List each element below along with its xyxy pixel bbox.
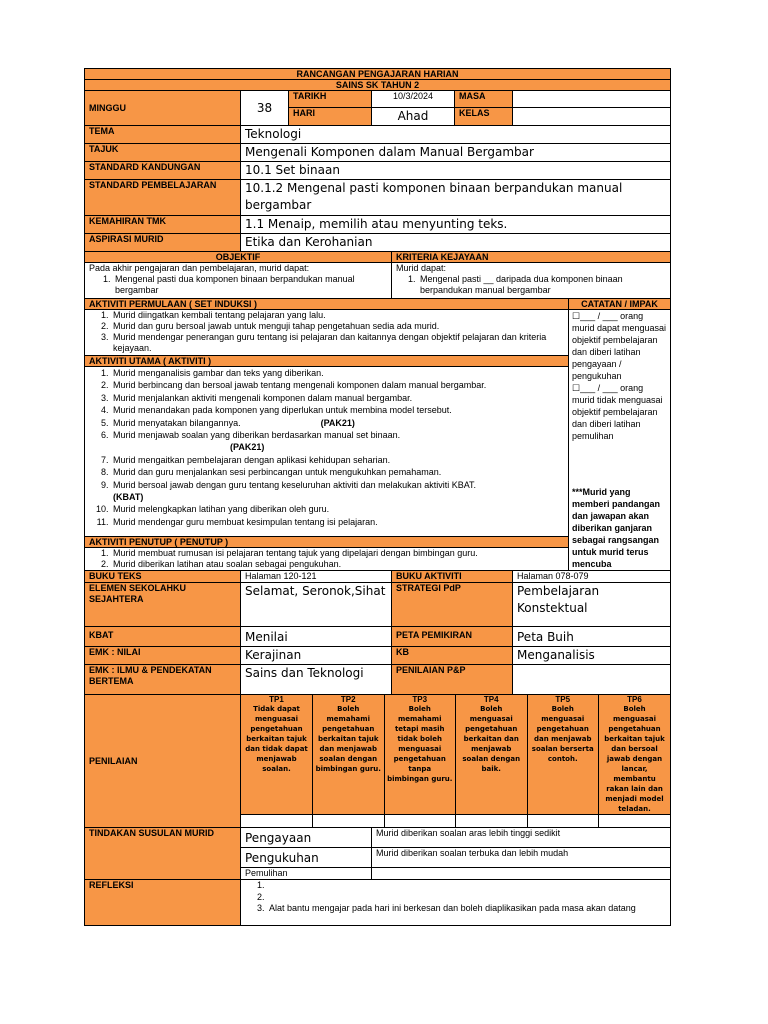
lesson-plan-document bbox=[84, 68, 670, 926]
utama-item: 7. Murid mengaitkan pembelajaran dengan aplikasi kehidupan seharian. bbox=[111, 454, 564, 466]
penilaian-pp-label: PENILAIAN P&P bbox=[392, 665, 513, 695]
permulaan-header: AKTIVITI PERMULAAN ( SET INDUKSI ) bbox=[85, 299, 569, 310]
catatan-cell bbox=[569, 310, 671, 571]
kb-label: KB bbox=[392, 647, 513, 665]
peta-pemikiran-value[interactable]: Peta Buih bbox=[513, 627, 671, 647]
minggu-label: MINGGU bbox=[85, 91, 241, 126]
tajuk-value[interactable]: Mengenali Komponen dalam Manual Bergambar bbox=[241, 144, 671, 162]
kriteria-intro: Murid dapat: bbox=[396, 263, 447, 273]
penilaian-levels-table bbox=[241, 695, 670, 814]
kemahiran-tmk-label: KEMAHIRAN TMK bbox=[85, 216, 241, 234]
pengukuhan-label: Pengukuhan bbox=[241, 848, 372, 868]
tp5-cell bbox=[527, 695, 599, 814]
utama-header: AKTIVITI UTAMA ( AKTIVITI ) bbox=[85, 356, 569, 367]
tarikh-label: TARIKH bbox=[289, 91, 372, 108]
emk-ilmu-label: EMK : ILMU & PENDEKATAN BERTEMA bbox=[85, 665, 241, 695]
utama-item: Murid bersoal jawab dengan guru tentang keseluruhan aktiviti dan melakukan aktiviti KBAT. bbox=[113, 479, 477, 490]
utama-item: 4. Murid menandakan pada komponen yang diperlukan untuk membina model tersebut. bbox=[111, 404, 564, 416]
permulaan-item: 1. Murid diingatkan kembali tentang pelajaran yang lalu. bbox=[111, 310, 564, 321]
tp4-check[interactable] bbox=[456, 815, 528, 827]
pengayaan-desc[interactable]: Murid diberikan soalan aras lebih tinggi sedikit bbox=[372, 828, 671, 848]
objektif-intro: Pada akhir pengajaran dan pembelajaran, murid dapat: bbox=[89, 263, 310, 273]
permulaan-cell bbox=[85, 310, 569, 356]
refleksi-cell bbox=[241, 880, 671, 926]
penilaian-levels-cell bbox=[241, 695, 671, 815]
pemulihan-label: Pemulihan bbox=[241, 868, 372, 880]
tp3-title: TP3 bbox=[412, 695, 428, 704]
tp5-check[interactable] bbox=[527, 815, 599, 827]
tp5-desc: Boleh menguasai pengetahuan dan menjawab soalan berserta contoh. bbox=[531, 705, 594, 763]
utama-item: 11. Murid mendengar guru membuat kesimpulan tentang isi pelajaran. bbox=[111, 516, 564, 528]
emk-nilai-value[interactable]: Kerajinan bbox=[241, 647, 392, 665]
tp5-title: TP5 bbox=[555, 695, 571, 704]
tindakan-label: TINDAKAN SUSULAN MURID bbox=[85, 828, 241, 880]
catatan-tidak-menguasai: ☐___ / ___ orang murid tidak menguasai objektif pembelajaran dan diberi latihan pemulihan bbox=[572, 383, 663, 441]
tp4-cell bbox=[456, 695, 528, 814]
penilaian-checkbox-table bbox=[241, 815, 670, 827]
kelas-value[interactable] bbox=[513, 108, 671, 126]
tp6-check[interactable] bbox=[599, 815, 671, 827]
penilaian-label: PENILAIAN bbox=[85, 695, 241, 828]
utama-item: 3. Murid menjalankan aktiviti mengenali komponen dalam manual bergambar. bbox=[111, 392, 564, 404]
kriteria-header: KRITERIA KEJAYAAN bbox=[392, 252, 671, 263]
utama-item: 1. Murid menganalisis gambar dan teks yang diberikan. bbox=[111, 367, 564, 379]
pak21-tag: (PAK21) bbox=[320, 417, 355, 428]
masa-value[interactable] bbox=[513, 91, 671, 108]
standard-kandungan-label: STANDARD KANDUNGAN bbox=[85, 162, 241, 180]
penutup-item: 2. Murid diberikan latihan atau soalan sebagai pengukuhan. bbox=[111, 559, 564, 570]
masa-label: MASA bbox=[455, 91, 513, 108]
kemahiran-tmk-value[interactable]: 1.1 Menaip, memilih atau menyunting teks. bbox=[241, 216, 671, 234]
buku-teks-value[interactable]: Halaman 120-121 bbox=[241, 571, 392, 583]
tp1-check[interactable] bbox=[241, 815, 313, 827]
tp3-desc: Boleh memahami tetapi masih tidak boleh menguasai pengetahuan tanpa bimbingan guru. bbox=[387, 705, 453, 783]
hari-label: HARI bbox=[289, 108, 372, 126]
document-title: RANCANGAN PENGAJARAN HARIAN bbox=[85, 69, 671, 80]
tp6-cell bbox=[599, 695, 671, 814]
standard-pembelajaran-value[interactable]: 10.1.2 Mengenal pasti komponen binaan berpandukan manual bergambar bbox=[241, 180, 671, 216]
peta-pemikiran-label: PETA PEMIKIRAN bbox=[392, 627, 513, 647]
tp6-title: TP6 bbox=[627, 695, 642, 704]
refleksi-item[interactable] bbox=[267, 880, 666, 892]
tp1-cell bbox=[241, 695, 313, 814]
kb-value[interactable]: Menganalisis bbox=[513, 647, 671, 665]
elemen-sejahtera-value[interactable]: Selamat, Seronok,Sihat bbox=[241, 583, 392, 627]
catatan-ganjaran: ***Murid yang memberi pandangan dan jawapan akan diberikan ganjaran sebagai rangsangan untuk murid terus mencuba bbox=[572, 487, 661, 569]
emk-nilai-label: EMK : NILAI bbox=[85, 647, 241, 665]
strategi-label: STRATEGI PdP bbox=[392, 583, 513, 627]
permulaan-item: 3. Murid mendengar penerangan guru tentang isi pelajaran dan kaitannya dengan objektif pelajaran dan kriteria kejayaan. bbox=[111, 332, 564, 354]
kbat-value[interactable]: Menilai bbox=[241, 627, 392, 647]
tp2-check[interactable] bbox=[313, 815, 385, 827]
tp4-desc: Boleh menguasai pengetahuan berkaitan dan menjawab soalan dengan baik. bbox=[462, 705, 521, 773]
kelas-label: KELAS bbox=[455, 108, 513, 126]
utama-cell bbox=[85, 367, 569, 537]
penutup-item: 1. Murid membuat rumusan isi pelajaran tentang tajuk yang dipelajari dengan bimbingan guru. bbox=[111, 548, 564, 559]
utama-item: Murid menjawab soalan yang diberikan berdasarkan manual set binaan. bbox=[113, 430, 401, 441]
pengukuhan-desc[interactable]: Murid diberikan soalan terbuka dan lebih mudah bbox=[372, 848, 671, 868]
refleksi-label: REFLEKSI bbox=[85, 880, 241, 926]
buku-aktiviti-label: BUKU AKTIVITI bbox=[392, 571, 513, 583]
tp2-title: TP2 bbox=[340, 695, 356, 704]
penilaian-pp-value[interactable] bbox=[513, 665, 671, 695]
tp2-desc: Boleh memahami pengetahuan berkaitan tajuk dan menjawab soalan dengan bimbingan guru. bbox=[315, 705, 381, 773]
strategi-value[interactable]: Pembelajaran Konstektual bbox=[513, 583, 671, 627]
catatan-menguasai: ☐___ / ___ orang murid dapat menguasai objektif pembelajaran dan diberi latihan pengayaan / pengukuhan bbox=[572, 311, 667, 381]
tema-value[interactable]: Teknologi bbox=[241, 126, 671, 144]
pak21-tag: (PAK21) bbox=[230, 442, 265, 453]
tema-label: TEMA bbox=[85, 126, 241, 144]
tp3-check[interactable] bbox=[384, 815, 456, 827]
tp4-title: TP4 bbox=[483, 695, 499, 704]
tp6-desc: Boleh menguasai pengetahuan berkaitan tajuk dan bersoal jawab dengan lancar, membantu rakan lain dan menjadi model teladan. bbox=[604, 705, 665, 813]
buku-aktiviti-value[interactable]: Halaman 078-079 bbox=[513, 571, 671, 583]
utama-item: Murid menyatakan bilangannya. bbox=[113, 417, 241, 428]
penilaian-checkbox-row bbox=[241, 815, 671, 828]
kriteria-item: 1. Mengenal pasti __ daripada dua komponen binaan berpandukan manual bergambar bbox=[418, 274, 666, 296]
permulaan-item: 2. Murid dan guru bersoal jawab untuk menguji tahap pengetahuan sedia ada murid. bbox=[111, 321, 564, 332]
tajuk-label: TAJUK bbox=[85, 144, 241, 162]
objektif-item: 1. Mengenal pasti dua komponen binaan berpandukan manual bergambar bbox=[113, 274, 387, 296]
kbat-label: KBAT bbox=[85, 627, 241, 647]
refleksi-item[interactable]: 3. Alat bantu mengajar pada hari ini berkesan dan boleh diaplikasikan pada masa akan datang bbox=[267, 903, 666, 915]
document-subtitle: SAINS SK TAHUN 2 bbox=[85, 80, 671, 91]
tp1-title: TP1 bbox=[269, 695, 284, 704]
emk-ilmu-value[interactable]: Sains dan Teknologi bbox=[241, 665, 392, 695]
objektif-header: OBJEKTIF bbox=[85, 252, 392, 263]
tp2-cell bbox=[313, 695, 385, 814]
standard-kandungan-value[interactable]: 10.1 Set binaan bbox=[241, 162, 671, 180]
tp3-cell bbox=[384, 695, 456, 814]
objektif-cell bbox=[85, 263, 392, 299]
tp1-desc: Tidak dapat menguasai pengetahuan berkaitan tajuk dan tidak dapat menjawab soalan. bbox=[245, 705, 308, 773]
buku-teks-label: BUKU TEKS bbox=[85, 571, 241, 583]
penutup-cell bbox=[85, 548, 569, 571]
aspirasi-murid-value[interactable]: Etika dan Kerohanian bbox=[241, 234, 671, 252]
minggu-value[interactable]: 38 bbox=[241, 91, 289, 126]
pemulihan-desc[interactable] bbox=[372, 868, 671, 880]
kbat-tag: (KBAT) bbox=[113, 492, 144, 503]
aspirasi-murid-label: ASPIRASI MURID bbox=[85, 234, 241, 252]
standard-pembelajaran-label: STANDARD PEMBELAJARAN bbox=[85, 180, 241, 216]
tarikh-value[interactable]: 10/3/2024 bbox=[372, 91, 455, 108]
utama-item: 2. Murid berbincang dan bersoal jawab tentang mengenali komponen dalam manual bergambar. bbox=[111, 379, 564, 391]
lesson-plan-table bbox=[84, 68, 671, 926]
utama-item: 8. Murid dan guru menjalankan sesi perbincangan untuk mengukuhkan pemahaman. bbox=[111, 466, 564, 478]
penutup-header: AKTIVITI PENUTUP ( PENUTUP ) bbox=[85, 537, 569, 548]
hari-value[interactable]: Ahad bbox=[372, 108, 455, 126]
pengayaan-label: Pengayaan bbox=[241, 828, 372, 848]
elemen-sejahtera-label: ELEMEN SEKOLAHKU SEJAHTERA bbox=[85, 583, 241, 627]
kriteria-cell bbox=[392, 263, 671, 299]
refleksi-item[interactable] bbox=[267, 892, 666, 904]
utama-item: 10. Murid melengkapkan latihan yang diberikan oleh guru. bbox=[111, 503, 564, 515]
catatan-header: CATATAN / IMPAK bbox=[569, 299, 671, 310]
